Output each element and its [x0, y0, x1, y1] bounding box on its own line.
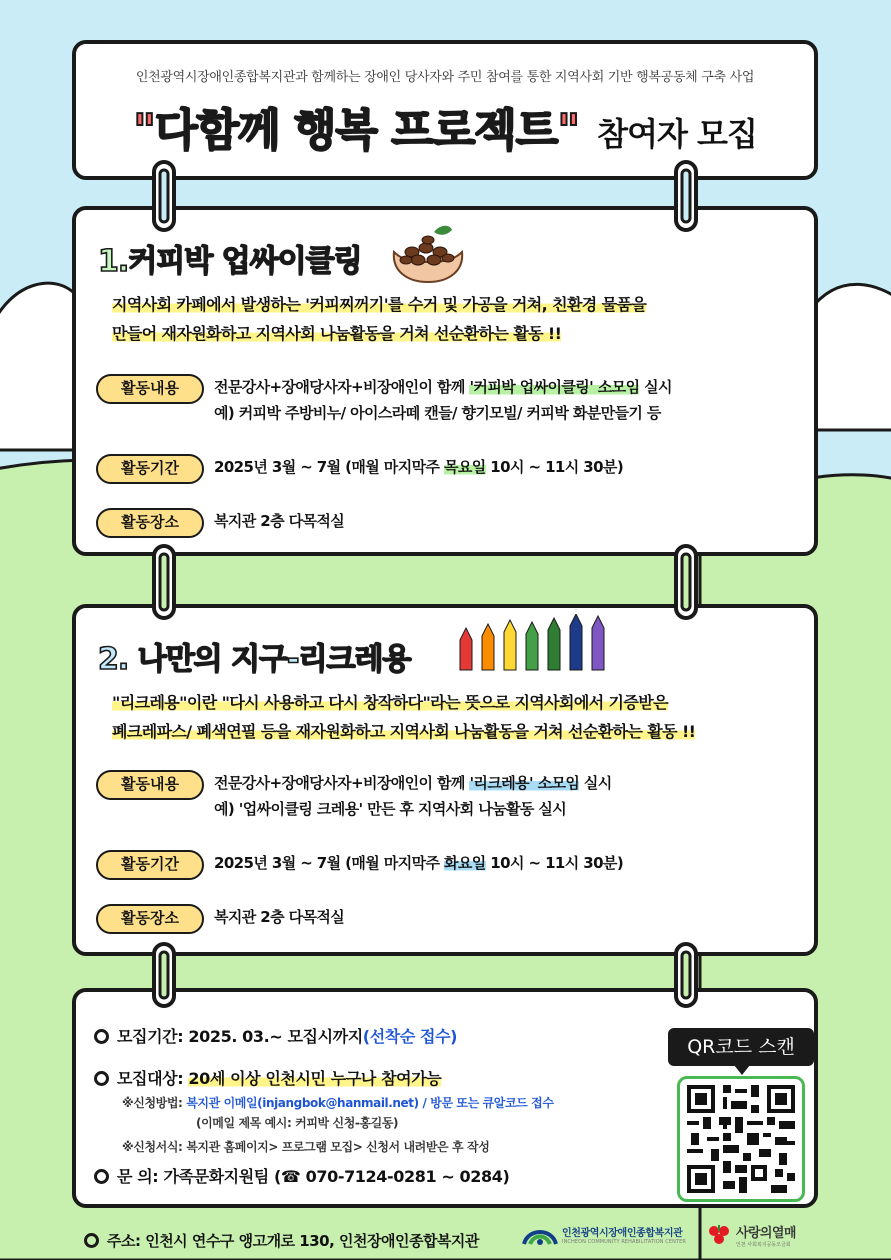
recruit-title: 참여자 모집 — [597, 115, 757, 153]
binder-ring-icon — [672, 544, 700, 620]
left-cloud — [0, 283, 80, 450]
section2-place-text: 복지관 2층 다목적실 — [214, 908, 345, 926]
place-label-pill: 활동장소 — [96, 508, 204, 538]
bullet-circle-icon — [84, 1233, 99, 1248]
section2-intro — [112, 688, 792, 746]
binder-ring-icon — [672, 942, 700, 1008]
section1-period-text — [214, 454, 623, 480]
section1-content-pre: 전문강사+장애당사자+비장애인이 함께 — [214, 378, 470, 396]
section1-title: 1.커피박 업싸이클링 — [98, 244, 362, 279]
section2-content-example: 예) '업싸이클링 크레용' 만든 후 지역사회 나눔활동 실시 — [214, 800, 567, 818]
section1-period-row — [96, 454, 623, 484]
section1-content-post: 실시 — [639, 378, 672, 396]
place-label-pill: 활동장소 — [96, 904, 204, 934]
welfare-center-logo-icon — [522, 1222, 558, 1246]
period-label-pill: 활동기간 — [96, 454, 204, 484]
section2-content-post: 실시 — [579, 774, 612, 792]
section2-title: 2. 나만의 지구-리크레용 — [98, 642, 411, 677]
application-form-note: ※신청서식: 복지관 홈페이지> 프로그램 모집> 신청서 내려받은 후 작성 — [122, 1140, 490, 1154]
section1-intro — [112, 290, 792, 348]
binder-ring-icon — [672, 160, 700, 232]
section1-period-pre: 2025년 3월 ~ 7월 (매월 마지막주 — [214, 458, 444, 476]
apply-method-label: ※신청방법: — [122, 1096, 187, 1110]
welfare-center-logo — [522, 1222, 686, 1246]
section1-intro-line2: 만들어 재자원화하고 지역사회 나눔활동을 거쳐 선순환하는 활동 !! — [112, 324, 562, 343]
section2-period-pre: 2025년 3월 ~ 7월 (매월 마지막주 — [214, 854, 444, 872]
section2-period-highlight: 화요일 — [444, 854, 486, 872]
recruit-period-value: 2025. 03.~ 모집시까지 — [188, 1027, 363, 1046]
section2-content-text — [214, 770, 612, 822]
recruit-period-label: 모집기간: — [117, 1027, 189, 1046]
binder-ring-icon — [150, 544, 178, 620]
section2-content-row — [96, 770, 612, 822]
apply-method-value[interactable]: 복지관 이메일(injangbok@hanmail.net) / 방문 또는 큐알코드 접수 — [186, 1096, 554, 1110]
address-text: 주소: 인천시 연수구 앵고개로 130, 인천장애인종합복지관 — [107, 1232, 479, 1250]
header-card — [72, 40, 818, 180]
bullet-circle-icon — [94, 1169, 109, 1184]
content-label-pill: 활동내용 — [96, 770, 204, 800]
recruitment-info-card — [72, 988, 818, 1208]
section1-place-text: 복지관 2층 다목적실 — [214, 512, 345, 530]
header-title-row — [76, 94, 814, 158]
qr-scan-label: QR코드 스캔 — [668, 1028, 814, 1066]
recruit-period — [94, 1024, 457, 1047]
section1-place-row — [96, 508, 344, 538]
qr-code[interactable] — [677, 1076, 805, 1202]
section2-period-text — [214, 850, 623, 876]
love-fruit-icon — [706, 1223, 732, 1247]
period-label-pill: 활동기간 — [96, 850, 204, 880]
content-label-pill: 활동내용 — [96, 374, 204, 404]
right-cloud — [810, 284, 891, 430]
binder-ring-icon — [150, 942, 178, 1008]
inquiry — [94, 1164, 509, 1187]
section1-content-row — [96, 374, 672, 426]
bullet-circle-icon — [94, 1071, 109, 1086]
section1-content-highlight: '커피박 업싸이클링' 소모임 — [469, 378, 640, 396]
logo2-sub: 인천 사회복지공동모금회 — [736, 1242, 791, 1248]
section1-intro-line1: 지역사회 카페에서 발생하는 '커피찌꺼기'를 수거 및 가공을 거쳐, 친환경 물품을 — [112, 295, 647, 314]
crayons-icon — [456, 614, 612, 672]
inquiry-value: 가족문화지원팀 (☎ 070-7124-0281 ~ 0284) — [163, 1167, 510, 1186]
coffee-beans-hands-icon — [388, 222, 468, 286]
project-title: "다함께 행복 프로젝트" — [133, 105, 580, 156]
section2-content-pre: 전문강사+장애당사자+비장애인이 함께 — [214, 774, 470, 792]
section-coffee-upcycling — [72, 206, 818, 556]
logo1-name: 인천광역시장애인종합복지관 — [562, 1227, 683, 1239]
section2-intro-line2: 폐크레파스/ 폐색연필 등을 재자원화하고 지역사회 나눔활동을 거쳐 선순환하는 활동 !! — [112, 722, 696, 741]
love-fruit-logo — [706, 1222, 796, 1248]
section2-period-row — [96, 850, 623, 880]
recruit-target-label: 모집대상: — [117, 1069, 189, 1088]
section1-content-text — [214, 374, 672, 426]
section-recrayon — [72, 604, 818, 956]
bullet-circle-icon — [94, 1029, 109, 1044]
section1-period-highlight: 목요일 — [444, 458, 486, 476]
recruit-target — [94, 1066, 441, 1089]
footer-address — [84, 1230, 479, 1251]
logo1-en: INCHEON COMMUNITY REHABILITATION CENTER — [562, 1238, 686, 1245]
section2-place-row — [96, 904, 344, 934]
section2-period-post: 10시 ~ 11시 30분) — [485, 854, 624, 872]
section1-period-post: 10시 ~ 11시 30분) — [485, 458, 624, 476]
recruit-target-value: 20세 이상 인천시민 누구나 참여가능 — [188, 1069, 442, 1088]
apply-method-note — [122, 1094, 554, 1111]
inquiry-label: 문 의: — [117, 1167, 164, 1186]
section2-content-highlight: '리크레용' 소모임 — [469, 774, 580, 792]
email-subject-example: (이메일 제목 예시: 커피박 신청-홍길동) — [196, 1116, 399, 1130]
logo2-name: 사랑의열매 — [736, 1226, 796, 1241]
binder-ring-icon — [150, 160, 178, 232]
section1-content-example: 예) 커피박 주방비누/ 아이스라떼 캔들/ 향기모빌/ 커피박 화분만들기 등 — [214, 404, 661, 422]
section2-intro-line1: "리크레용"이란 "다시 사용하고 다시 창작하다"라는 뜻으로 지역사회에서 기증받은 — [112, 693, 668, 712]
header-subtitle: 인천광역시장애인종합복지관과 함께하는 장애인 당사자와 주민 참여를 통한 지역사회 기반 행복공동체 구축 사업 — [135, 70, 755, 85]
qr-code-icon — [687, 1085, 795, 1193]
recruit-period-note: (선착순 접수) — [362, 1027, 458, 1046]
